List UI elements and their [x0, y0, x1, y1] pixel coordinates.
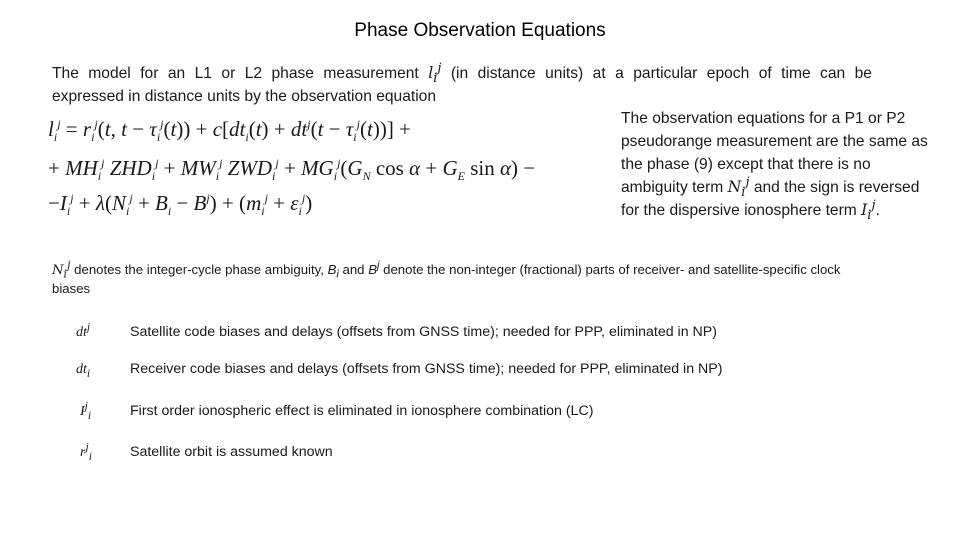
equation-line-1: $l_i^j = r_i^j(t$, $t - \tau_i^j(t)) + c[dt_i(t) + dt^j(t - \tau_i^j(t))]$ + [48, 117, 411, 145]
ambiguity-symbol: $N_i^j$ [727, 174, 750, 201]
definition-symbol: $r^j_i$ [80, 440, 92, 463]
definition-text: Receiver code biases and delays (offsets from GNSS time); needed for PPP, eliminated in NP) [130, 361, 723, 377]
note-part2: and the sign is reversed for the dispersive ionosphere term [621, 179, 920, 219]
definition-row [0, 320, 960, 345]
definition-row [0, 360, 960, 382]
ndef-text3: denote the non-integer (fractional) parts of receiver- and satellite-specific clock biases [52, 262, 841, 296]
ionosphere-symbol: $I_i^j$ [861, 197, 876, 224]
intro-line1-post: (in distance units) at a particular epoch of time can be [450, 65, 872, 82]
ambiguity-definition [52, 258, 852, 298]
phase-symbol: $l_i^j$ [428, 60, 442, 87]
pseudorange-note: The observation equations for a P1 or P2 pseudorange measurement are the same as the phase (9) except that there is no ambiguity term $N_i^j$ and the sign is reversed for the dispersive ionosphere term $I_i^j$. [621, 110, 928, 224]
definition-text: Satellite code biases and delays (offsets from GNSS time); needed for PPP, eliminated in NP) [130, 324, 717, 340]
definition-text: Satellite orbit is assumed known [130, 444, 333, 460]
definition-row [0, 440, 960, 465]
ndef-text1: denotes the integer-cycle phase ambiguity, [74, 262, 324, 277]
definition-symbol: $dt_i$ [76, 362, 91, 380]
bi-symbol: $B_i$ [327, 262, 339, 281]
ndef-symbol: $N_i^j$ [52, 258, 71, 281]
equation-line-3: $-I_i^j + \lambda(N_i^j + B_i - B^j) + (m_i^j + \varepsilon_i^j)$ [48, 191, 313, 219]
intro-paragraph [52, 62, 872, 108]
note-part1: The observation equations for a P1 or P2 pseudorange measurement are the same as the phase (9) except that there is no ambiguity term [621, 110, 928, 196]
definition-symbol: $I^j_i$ [80, 399, 92, 422]
definition-row [0, 399, 960, 424]
equation-line-2: + $MH_i^j$ $ZHD_i^j + MW_i^j$ $ZWD_i^j + MG_i^j(G_N$ $\cos \alpha + G_E$ sin α) − [48, 156, 536, 184]
intro-line1-pre: The model for an L1 or L2 phase measurement [52, 65, 419, 82]
bj-symbol: $B^j$ [368, 259, 380, 277]
ndef-text2: and [342, 262, 365, 277]
page-title: Phase Observation Equations [354, 20, 606, 41]
intro-line2: expressed in distance units by the observation equation [52, 88, 437, 105]
definition-symbol: $dt^j$ [76, 320, 91, 340]
definition-text: First order ionospheric effect is eliminated in ionosphere combination (LC) [130, 403, 594, 419]
